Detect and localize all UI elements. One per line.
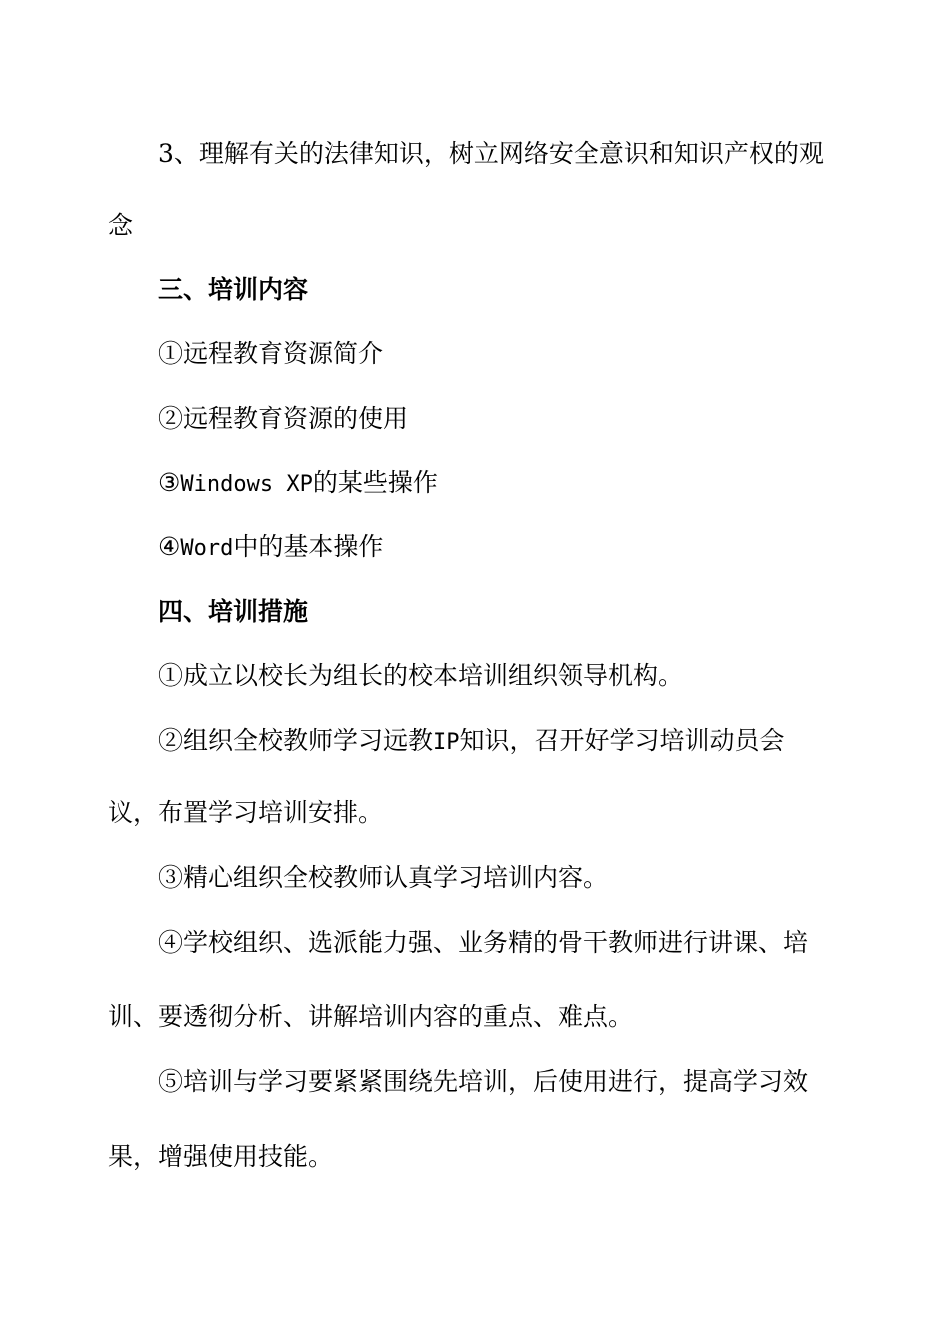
measure-item-5-line-1: ⑤培训与学习要紧紧围绕先培训，后使用进行，提高学习效 [158,1067,809,1096]
item-latin-term: Windows XP [180,472,313,497]
item-text: 中的基本操作 [233,532,384,561]
measure-item-5-line-2: 果，增强使用技能。 [108,1142,334,1171]
measure-item-2-line-1 [158,725,898,759]
training-content-item-2: ②远程教育资源的使用 [158,404,409,433]
section-4-heading: 四、培训措施 [158,597,309,626]
training-content-item-3 [158,467,898,501]
section-3-heading: 三、培训内容 [158,275,309,304]
measure-item-1: ①成立以校长为组长的校本培训组织领导机构。 [158,661,684,690]
item-marker: ④ [158,532,181,561]
objective-3-line-2: 念 [108,211,134,240]
item-text: 的某些操作 [312,468,438,497]
measure-item-3: ③精心组织全校教师认真学习培训内容。 [158,863,609,892]
measure-item-4-line-2: 训、要透彻分析、讲解培训内容的重点、难点。 [108,1002,634,1031]
objective-3-line-1: 3、理解有关的法律知识，树立网络安全意识和知识产权的观 [158,139,824,168]
item-text: ②组织全校教师学习远教 [158,726,434,755]
measure-item-4-line-1: ④学校组织、选派能力强、业务精的骨干教师进行讲课、培 [158,928,809,957]
training-content-item-4 [158,531,898,565]
measure-item-2-line-2: 议，布置学习培训安排。 [108,798,384,827]
training-content-item-1: ①远程教育资源简介 [158,339,384,368]
item-text: 知识，召开好学习培训动员会 [459,726,785,755]
item-latin-term: IP [433,730,460,755]
item-latin-term: Word [180,536,234,561]
item-marker: ③ [158,468,181,497]
